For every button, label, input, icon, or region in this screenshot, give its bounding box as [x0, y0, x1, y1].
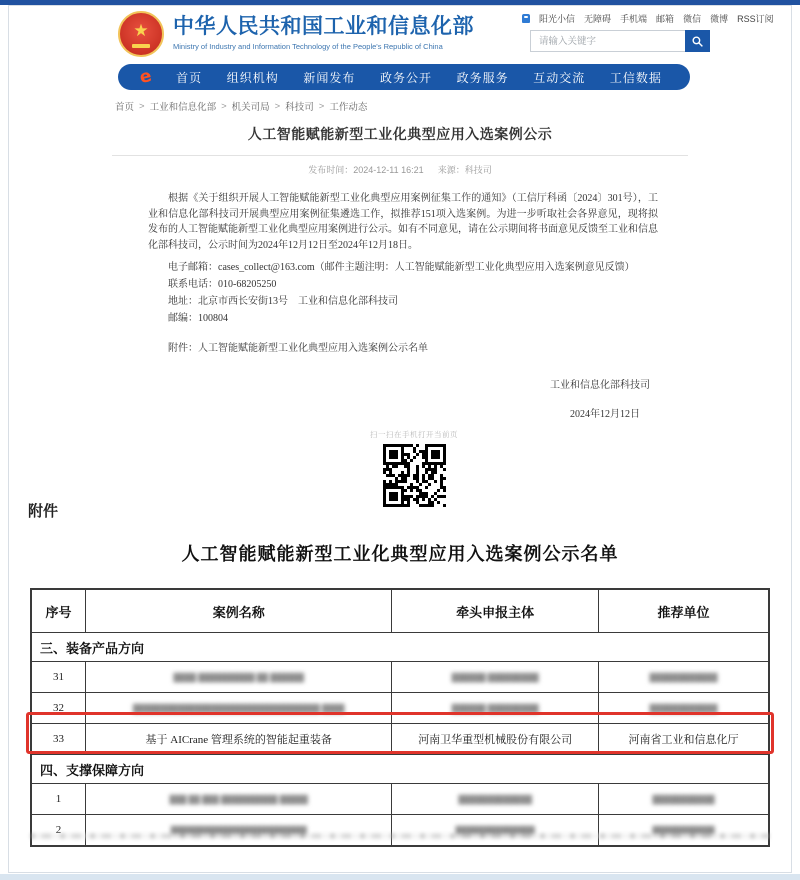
qr-code [383, 444, 446, 507]
col-header-case-name: 案例名称 [86, 589, 392, 633]
contact-address-line: 地址：北京市西长安街13号 工业和信息化部科技司 [168, 296, 398, 307]
blurred-text: ████████████████████████ [170, 826, 307, 835]
cell-applicant [392, 784, 599, 815]
attachment-line-label: 附件： [168, 343, 198, 354]
search-icon [691, 35, 704, 48]
article-paragraph: 根据《关于组织开展人工智能赋能新型工业化典型应用案例征集工作的通知》（工信厅科函〔2024〕301号），工业和信息化部科技司开展典型应用案例征集遴选工作，拟推荐151项入选案例。为进一步听取社会各界意见，现将拟发布的人工智能赋能新型工业化典型应用案例进行公示。如有不同意见，请在公示期间将书面意见反馈至工业和信息化部科技司，公示时间为2024年12月12日至2024年12月18日。 [148, 193, 658, 251]
blurred-text: ████ ██████████ ██ ██████ [173, 673, 305, 682]
col-header-applicant: 牵头申报主体 [392, 589, 599, 633]
cell-applicant: 河南卫华重型机械股份有限公司 [392, 724, 599, 755]
attachment-section-label: 附件 [28, 503, 59, 520]
breadcrumb-home[interactable]: 首页 [115, 102, 135, 113]
article-body [112, 191, 688, 420]
blurred-text: █████████████████████████████████ ████ [132, 704, 345, 713]
nav-item-interaction[interactable]: 互动交流 [533, 70, 586, 85]
cell-index: 31 [31, 662, 86, 693]
blurred-text: ██████████████ [455, 826, 535, 835]
cell-case-name: 基于 AICrane 管理系统的智能起重装备 [86, 724, 392, 755]
cell-recommender [599, 784, 770, 815]
cell-index: 1 [31, 784, 86, 815]
cell-applicant [392, 693, 599, 724]
quick-link-accessibility[interactable]: 无障碍 [584, 14, 612, 24]
section-label-support: 四、支撑保障方向 [31, 755, 769, 784]
blurred-text: ████████████ [649, 673, 718, 682]
blurred-watermark-strip [30, 833, 770, 839]
quick-link-sunshine-xiaoxin[interactable]: 阳光小信 [539, 14, 576, 24]
breadcrumb [115, 99, 367, 113]
table-header-row [31, 589, 769, 633]
nav-item-news[interactable]: 新闻发布 [303, 70, 356, 85]
blurred-text: ██████ █████████ [451, 704, 539, 713]
quick-link-weibo[interactable]: 微博 [710, 14, 729, 24]
quick-link-mail[interactable]: 邮箱 [656, 14, 675, 24]
blurred-text: ███████████ [652, 795, 715, 804]
cell-case-name [86, 693, 392, 724]
table-row-support-2 [31, 815, 769, 847]
blurred-text: ███████████ [652, 826, 715, 835]
emblem-star-icon: ★ [133, 20, 149, 40]
col-header-recommender: 推荐单位 [599, 589, 770, 633]
cell-recommender [599, 693, 770, 724]
nav-item-organization[interactable]: 组织机构 [226, 70, 279, 85]
nav-item-home[interactable]: 首页 [176, 70, 203, 85]
section-row-support [31, 755, 769, 784]
search-button[interactable] [685, 30, 710, 52]
publish-time-label: 发布时间： [308, 165, 354, 175]
quick-link-rss[interactable]: RSS订阅 [737, 14, 774, 24]
cell-recommender [599, 815, 770, 847]
section-row-equipment [31, 633, 769, 662]
quick-link-wechat[interactable]: 微信 [683, 14, 702, 24]
ministry-title: 中华人民共和国工业和信息化部 [173, 15, 474, 38]
contact-email-line: 电子邮箱：cases_collect@163.com（邮件主题注明：人工智能赋能新型工业化典型应用入选案例意见反馈） [168, 262, 635, 273]
search-input[interactable] [530, 30, 685, 52]
nav-item-gov-open[interactable]: 政务公开 [380, 70, 433, 85]
cell-case-name [86, 815, 392, 847]
section-label-equipment: 三、装备产品方向 [31, 633, 769, 662]
contact-phone-line: 联系电话：010-68205250 [168, 279, 277, 290]
bottom-strip [0, 874, 800, 880]
source-value: 科技司 [464, 165, 492, 175]
publish-time: 2024-12-11 16:21 [353, 165, 424, 175]
signature: 工业和信息化部科技司 [550, 380, 650, 391]
blurred-text: █████████████ [458, 795, 533, 804]
breadcrumb-separator: > [274, 100, 281, 112]
cell-applicant [392, 815, 599, 847]
title-divider [112, 155, 688, 156]
cell-index: 32 [31, 693, 86, 724]
site-title-block [173, 15, 474, 51]
sunshine-xiaoxin-icon [522, 14, 530, 23]
table-row-support-1 [31, 784, 769, 815]
ministry-title-english: Ministry of Industry and Information Technology of the People's Republic of China [173, 42, 443, 52]
blurred-text: ████████████ [649, 704, 718, 713]
article [112, 124, 688, 507]
breadcrumb-miit[interactable]: 工业和信息化部 [149, 102, 217, 113]
publish-info [112, 163, 688, 176]
cell-case-name [86, 662, 392, 693]
breadcrumb-tech-dept[interactable]: 科技司 [285, 102, 314, 113]
search-bar [530, 30, 710, 52]
national-emblem-logo [118, 11, 164, 57]
cell-index: 33 [31, 724, 86, 755]
cell-recommender [599, 662, 770, 693]
cell-recommender: 河南省工业和信息化厅 [599, 724, 770, 755]
cell-applicant [392, 662, 599, 693]
quick-link-mobile[interactable]: 手机端 [620, 14, 648, 24]
table-row-31 [31, 662, 769, 693]
contact-postcode-line: 邮编：100804 [168, 313, 228, 324]
nav-item-industry-data[interactable]: 工信数据 [609, 70, 662, 85]
table-row-32 [31, 693, 769, 724]
table-row-33-highlighted [31, 724, 769, 755]
nav-item-gov-services[interactable]: 政务服务 [456, 70, 509, 85]
table-title: 人工智能赋能新型工业化典型应用入选案例公示名单 [181, 544, 619, 564]
col-header-index: 序号 [31, 589, 86, 633]
breadcrumb-separator: > [221, 100, 227, 112]
breadcrumb-departments[interactable]: 机关司局 [231, 102, 270, 113]
blurred-text: ███ ██ ███ ██████████ █████ [169, 795, 308, 804]
signature-date: 2024年12月12日 [570, 409, 640, 420]
header-quick-links [522, 12, 774, 25]
contact-block [148, 259, 658, 327]
source-label: 来源： [437, 165, 465, 175]
cases-table [30, 588, 770, 847]
breadcrumb-separator: > [318, 100, 325, 112]
article-title: 人工智能赋能新型工业化典型应用入选案例公示 [247, 126, 553, 142]
attachment-line [148, 339, 658, 354]
qr-caption: 扫一扫在手机打开当前页 [370, 430, 458, 439]
blurred-text: ██████ █████████ [451, 673, 539, 682]
breadcrumb-work-news: 工作动态 [329, 102, 368, 113]
attachment-link[interactable]: 人工智能赋能新型工业化典型应用入选案例公示名单 [198, 343, 428, 354]
breadcrumb-separator: > [139, 100, 145, 112]
main-nav [118, 64, 690, 90]
cell-index: 2 [31, 815, 86, 847]
cell-case-name [86, 784, 392, 815]
miit-e-logo-icon: e [137, 65, 154, 88]
